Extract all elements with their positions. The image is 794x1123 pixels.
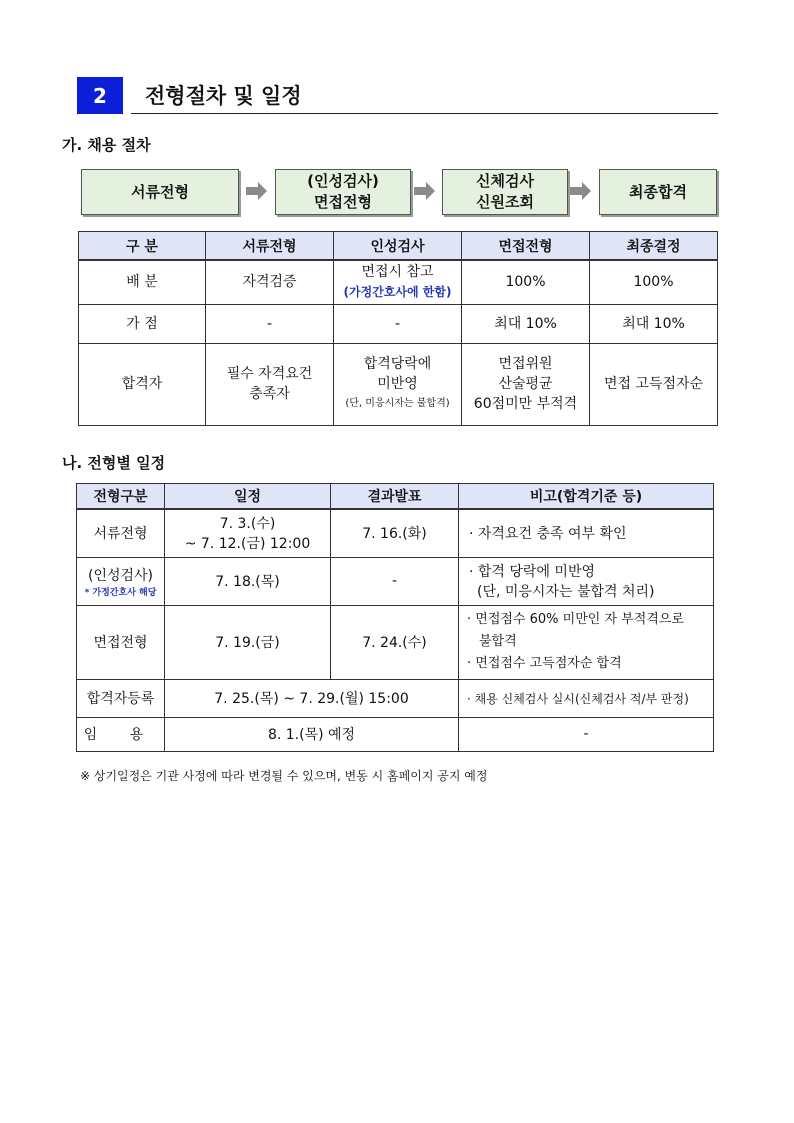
cell-note: (단, 미응시자는 불합격) (345, 398, 450, 409)
column-header: 구 분 (79, 232, 206, 261)
flow-step-physical (442, 169, 568, 215)
column-header: 비고(합격기준 등) (459, 484, 714, 510)
procedure-title: 가. 채용 절차 (62, 136, 151, 154)
row-label: 배 분 (79, 260, 206, 304)
row-label: 면접전형 (77, 605, 165, 679)
column-header: 전형구분 (77, 484, 165, 510)
flow-step-label: 면접전형 (314, 193, 372, 211)
table-cell: 7. 16.(화) (331, 509, 459, 557)
table-cell: 7. 25.(목) ~ 7. 29.(월) 15:00 (165, 679, 459, 717)
cell-text: 합격당락에 (363, 356, 432, 372)
cell-text: · 면접점수 고득점자순 합격 (467, 656, 622, 671)
arrow-right-icon (246, 181, 268, 201)
table-cell: · 자격요건 충족 여부 확인 (459, 509, 714, 557)
column-header: 결과발표 (331, 484, 459, 510)
table-cell (334, 343, 462, 425)
cell-text: (단, 미응시자는 불합격 처리) (477, 584, 655, 600)
arrow-right-icon (570, 181, 592, 201)
table-cell: 100% (590, 260, 718, 304)
table-cell: 8. 1.(목) 예정 (165, 717, 459, 751)
procedure-table (78, 231, 718, 426)
cell-text: 충족자 (249, 386, 290, 402)
schedule-title: 나. 전형별 일정 (62, 454, 166, 472)
table-header-row (77, 484, 714, 510)
table-cell (459, 557, 714, 605)
table-cell: 7. 19.(금) (165, 605, 331, 679)
flow-step-label: 신원조회 (476, 193, 534, 211)
flow-step-label: 서류전형 (131, 182, 189, 201)
section-underline (131, 113, 718, 114)
cell-text: ~ 7. 12.(금) 12:00 (184, 536, 311, 553)
table-cell: 7. 18.(목) (165, 557, 331, 605)
column-header: 일정 (165, 484, 331, 510)
flow-step-interview (275, 169, 411, 215)
cell-text: 면접시 참고 (361, 264, 434, 281)
table-row (77, 679, 714, 717)
cell-text: 7. 3.(수) (219, 516, 276, 533)
table-row (79, 260, 718, 304)
table-cell: 최대 10% (462, 304, 590, 343)
section-number: 2 (77, 77, 123, 114)
cell-text: · 면접점수 60% 미만인 자 부적격으로 (467, 612, 684, 627)
flow-step-label: 신체검사 (476, 172, 534, 190)
cell-text: 60점미만 부적격 (473, 396, 578, 412)
table-header-row (79, 232, 718, 261)
table-cell (206, 343, 334, 425)
footnote: ※ 상기일정은 기관 사정에 따라 변경될 수 있으며, 변동 시 홈페이지 공지 예정 (80, 769, 488, 783)
table-cell: 최대 10% (590, 304, 718, 343)
table-cell: - (206, 304, 334, 343)
table-cell: 7. 24.(수) (331, 605, 459, 679)
row-label (77, 557, 165, 605)
table-row (77, 557, 714, 605)
table-cell: - (459, 717, 714, 751)
flow-step-label: (인성검사) (307, 172, 379, 190)
column-header: 최종결정 (590, 232, 718, 261)
cell-text: 필수 자격요건 (226, 366, 313, 382)
cell-text: · 합격 당락에 미반영 (469, 564, 595, 580)
table-cell: - (331, 557, 459, 605)
table-cell: 면접 고득점자순 (590, 343, 718, 425)
column-header: 서류전형 (206, 232, 334, 261)
table-row (77, 605, 714, 679)
table-cell: · 채용 신체검사 실시(신체검사 적/부 판정) (459, 679, 714, 717)
table-cell (462, 343, 590, 425)
schedule-table (76, 483, 714, 752)
cell-text: 면접위원 (498, 356, 553, 372)
table-row (77, 509, 714, 557)
column-header: 면접전형 (462, 232, 590, 261)
row-label: 합격자등록 (77, 679, 165, 717)
flow-step-final (599, 169, 717, 215)
arrow-right-icon (414, 181, 436, 201)
table-cell (334, 260, 462, 304)
row-label: 합격자 (79, 343, 206, 425)
row-label: 임 용 (77, 717, 165, 751)
table-cell: 100% (462, 260, 590, 304)
table-cell: 자격검증 (206, 260, 334, 304)
table-cell: - (334, 304, 462, 343)
table-row (77, 717, 714, 751)
table-cell (459, 605, 714, 679)
table-cell (165, 509, 331, 557)
cell-text: (인성검사) (87, 567, 154, 584)
cell-note: (가정간호사에 한함) (343, 285, 452, 300)
cell-text: 불합격 (479, 634, 517, 649)
table-row (79, 343, 718, 425)
cell-text: 미반영 (377, 376, 418, 392)
cell-text: 산술평균 (498, 376, 553, 392)
flow-step-label: 최종합격 (629, 182, 687, 201)
row-label: 서류전형 (77, 509, 165, 557)
column-header: 인성검사 (334, 232, 462, 261)
table-row (79, 304, 718, 343)
flow-step-document (81, 169, 239, 215)
row-label: 가 점 (79, 304, 206, 343)
section-title: 전형절차 및 일정 (145, 84, 302, 108)
cell-note: * 가정간호사 해당 (84, 587, 157, 598)
